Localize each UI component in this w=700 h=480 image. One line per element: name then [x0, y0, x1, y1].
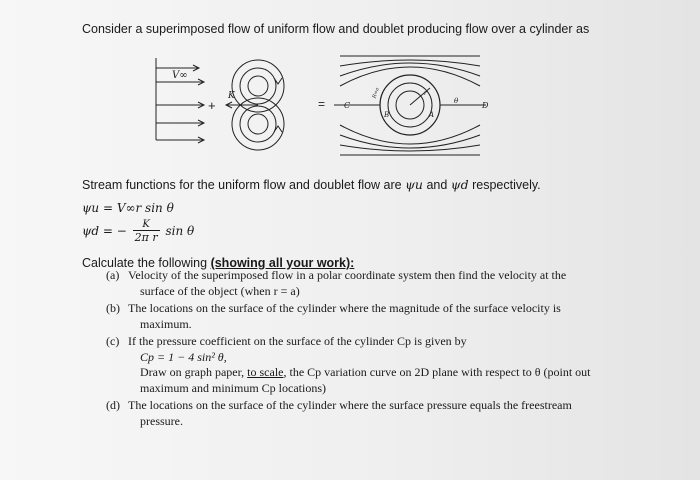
uniform-stream-equation: ψu = V∞r sin θ [82, 201, 174, 215]
doublet-eq-lhs: ψd = − [82, 224, 127, 238]
task-a-label: (a) [106, 268, 120, 282]
task-list [106, 268, 626, 431]
stream-intro-suffix: respectively. [472, 178, 541, 192]
flow-diagram [148, 48, 508, 168]
calculate-emphasis: (showing all your work): [210, 256, 355, 270]
radius-a-label: R=a [371, 86, 381, 100]
task-a [106, 268, 626, 299]
point-c-label: C [344, 101, 351, 110]
point-a-label: A [429, 111, 435, 119]
fraction-denominator: 2π r [134, 231, 158, 244]
psi-d-symbol: ψd [450, 177, 469, 192]
flow-figure [148, 48, 508, 168]
task-c [106, 334, 626, 396]
task-b-line2: maximum. [140, 316, 192, 331]
point-d-label: D [482, 101, 489, 110]
stream-intro-and: and [426, 178, 448, 192]
task-c-to-scale: to scale [247, 365, 284, 379]
doublet-flow [226, 60, 284, 150]
doublet-eq-rhs: sin θ [165, 224, 195, 238]
task-b-label: (b) [106, 301, 120, 315]
task-d [106, 398, 626, 429]
task-c-line1: If the pressure coefficient on the surface of the cylinder Cp is given by [128, 334, 467, 348]
stream-functions-intro [82, 177, 541, 192]
task-d-line1: The locations on the surface of the cylinder where the surface pressure equals the freestream [128, 398, 572, 412]
point-b-label: B [384, 111, 390, 119]
task-d-line2: pressure. [140, 413, 183, 428]
doublet-eq-fraction [133, 220, 160, 243]
doublet-strength-label: K [228, 91, 235, 101]
task-c-line3-start: Draw on graph paper, [140, 365, 245, 379]
task-a-line2: surface of the object (when r = a) [140, 283, 300, 298]
task-d-label: (d) [106, 398, 120, 412]
uniform-velocity-label: V∞ [172, 70, 188, 81]
task-c-line3 [128, 365, 626, 381]
task-b [106, 301, 626, 332]
intro-text: Consider a superimposed flow of uniform flow and doublet producing flow over a cylinder as [82, 22, 590, 36]
angle-theta-label: θ [454, 97, 459, 105]
task-c-line4: maximum and minimum Cp locations) [140, 380, 326, 395]
doublet-stream-equation [82, 220, 194, 243]
stream-intro-prefix: Stream functions for the uniform flow and doublet flow are [82, 178, 402, 192]
fraction-numerator: K [142, 219, 150, 230]
calculate-prefix: Calculate the following [82, 256, 208, 270]
radius-r-label: r [424, 90, 427, 97]
task-c-label: (c) [106, 334, 120, 348]
task-a-line1: Velocity of the superimposed flow in a polar coordinate system then find the velocity at the [128, 268, 567, 282]
task-c-equation: Cp = 1 − 4 sin² θ, [140, 349, 227, 364]
cylinder-flow [334, 56, 486, 155]
plus-sign: + [208, 98, 216, 113]
equals-sign: = [318, 97, 326, 111]
psi-u-symbol: ψu [405, 177, 423, 192]
task-b-line1: The locations on the surface of the cylinder where the magnitude of the surface velocity is [128, 301, 561, 315]
task-c-line3-end: , the Cp variation curve on 2D plane with respect to θ (point out [283, 365, 591, 379]
